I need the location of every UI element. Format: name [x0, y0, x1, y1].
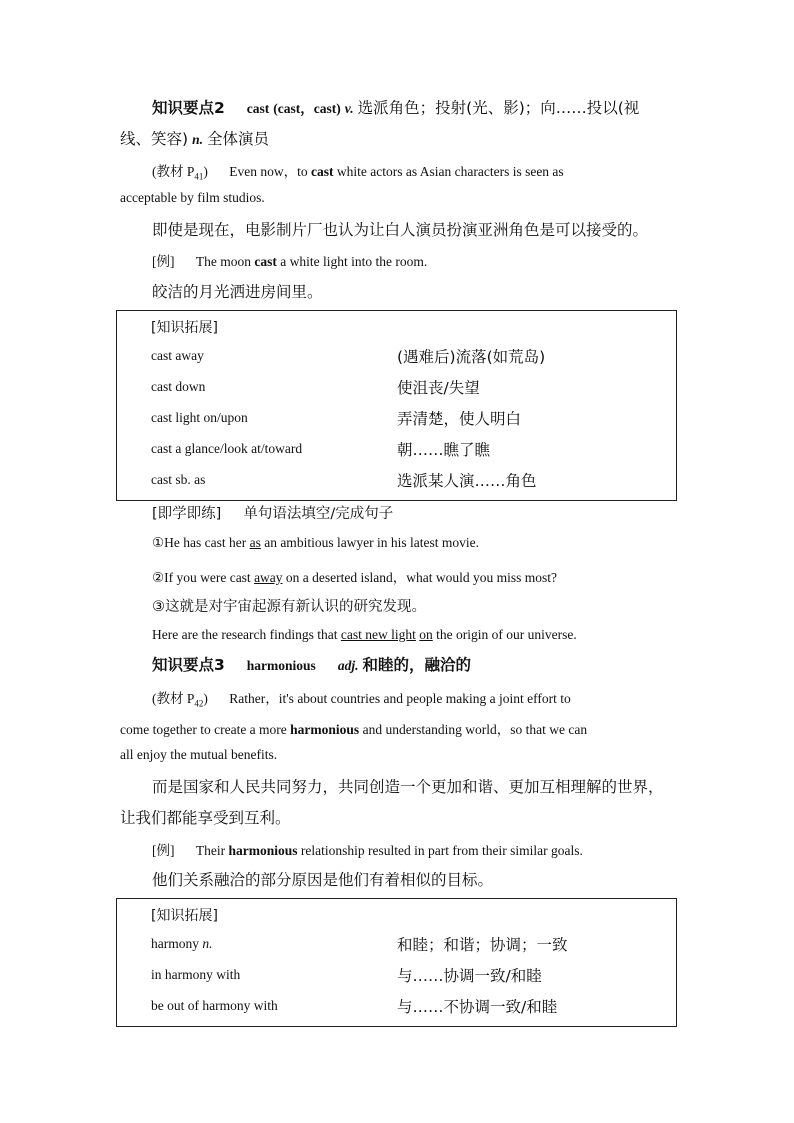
phrase-meaning: 与……协调一致/和睦: [397, 967, 542, 985]
phrase: cast a glance/look at/toward: [151, 441, 303, 456]
textbook-ref: (教材 $P_{42}$): [152, 691, 208, 709]
phrase-meaning: 朝……瞧了瞧: [397, 441, 491, 459]
answer: cast new light: [340, 627, 416, 642]
textbook-translation: 而是国家和人民共同努力，共同创造一个更加和谐、更加互相理解的世界，: [152, 778, 664, 796]
box-title: [知识拓展]: [151, 908, 218, 924]
word-forms: (cast，cast): [273, 101, 341, 116]
answer: as: [249, 535, 261, 550]
practice-tag: [即学即练]: [152, 506, 222, 522]
knowledge-expansion-box: [116, 310, 677, 501]
textbook-quote-cont: all enjoy the mutual benefits.: [120, 747, 278, 762]
phrase: cast sb. as: [151, 472, 206, 487]
phrase: cast away: [151, 348, 204, 363]
example-translation: 他们关系融洽的部分原因是他们有着相似的目标。: [152, 871, 494, 889]
quote-text: white actors as Asian characters is seen as: [336, 164, 564, 179]
part-of-speech: n.: [202, 936, 213, 951]
phrase: be out of harmony with: [151, 998, 278, 1013]
answer: on: [419, 627, 433, 642]
phrase-meaning: 选派某人演……角色: [397, 472, 537, 490]
definition: 全体演员: [206, 130, 269, 148]
point-label: 知识要点2: [152, 99, 225, 117]
part-of-speech: adj.: [337, 658, 359, 673]
part-of-speech: n.: [192, 132, 203, 147]
point-label: 知识要点3: [152, 656, 225, 674]
phrase-meaning: 使沮丧/失望: [397, 379, 480, 397]
textbook-translation: 即使是现在，电影制片厂也认为让白人演员扮演亚洲角色是可以接受的。: [152, 221, 649, 239]
keyword: harmonious: [228, 843, 298, 858]
box-title: [知识拓展]: [151, 320, 218, 336]
example-translation: 皎洁的月光洒进房间里。: [152, 283, 323, 301]
quote-text: Even now，to: [229, 164, 308, 179]
practice-heading: [152, 502, 393, 523]
practice-question-2: ②If you were cast away on a deserted island，what would you miss most?: [152, 570, 558, 585]
phrase-meaning: 弄清楚，使人明白: [397, 410, 522, 428]
answer: away: [254, 570, 283, 585]
definition: 选派角色；投射(光、影)；向……投以(视: [357, 99, 640, 117]
keyword: harmonious: [290, 722, 360, 737]
practice-answer-3: Here are the research findings that cast new light on the origin of our universe.: [152, 627, 577, 642]
example-tag: [例]: [152, 254, 175, 269]
keyword: cast: [311, 164, 334, 179]
headword: cast: [246, 101, 270, 116]
point2-heading: [152, 96, 639, 118]
point3-heading: [152, 653, 471, 675]
textbook-quote: [152, 687, 571, 709]
phrase-meaning: 和睦；和谐；协调；一致: [397, 936, 568, 954]
textbook-quote-cont: come together to create a more harmonious and understanding world，so that we can: [120, 722, 588, 737]
example-tag: [例]: [152, 843, 175, 858]
textbook-quote: [152, 160, 564, 182]
phrase-meaning: (遇难后)流落(如荒岛): [397, 348, 546, 366]
definition-cont: 线、笑容): [120, 130, 189, 148]
phrase: cast down: [151, 379, 206, 394]
phrase: harmony n.: [151, 936, 213, 951]
part-of-speech: v.: [344, 101, 354, 116]
quote-text: Rather，it's about countries and people making a joint effort to: [229, 691, 571, 706]
phrase-meaning: 与……不协调一致/和睦: [397, 998, 558, 1016]
keyword: cast: [254, 254, 277, 269]
knowledge-expansion-box: [116, 898, 677, 1027]
phrase: in harmony with: [151, 967, 241, 982]
point2-heading-cont: [120, 127, 269, 149]
textbook-ref: (教材 $P_{41}$): [152, 164, 208, 182]
headword: harmonious: [246, 658, 316, 673]
practice-question-1: ①He has cast her as an ambitious lawyer in his latest movie.: [152, 535, 480, 550]
textbook-translation-cont: 让我们都能享受到互利。: [120, 809, 291, 827]
textbook-quote-cont: acceptable by film studios.: [120, 190, 265, 205]
phrase: cast light on/upon: [151, 410, 248, 425]
practice-question-3: ③这就是对宇宙起源有新认识的研究发现。: [152, 599, 426, 615]
definition: 和睦的，融洽的: [362, 656, 471, 674]
example-sentence: [例] The moon cast a white light into the room.: [152, 254, 428, 269]
practice-instruction: 单句语法填空/完成句子: [243, 506, 394, 522]
example-sentence: [例] Their harmonious relationship resulted in part from their similar goals.: [152, 843, 583, 858]
